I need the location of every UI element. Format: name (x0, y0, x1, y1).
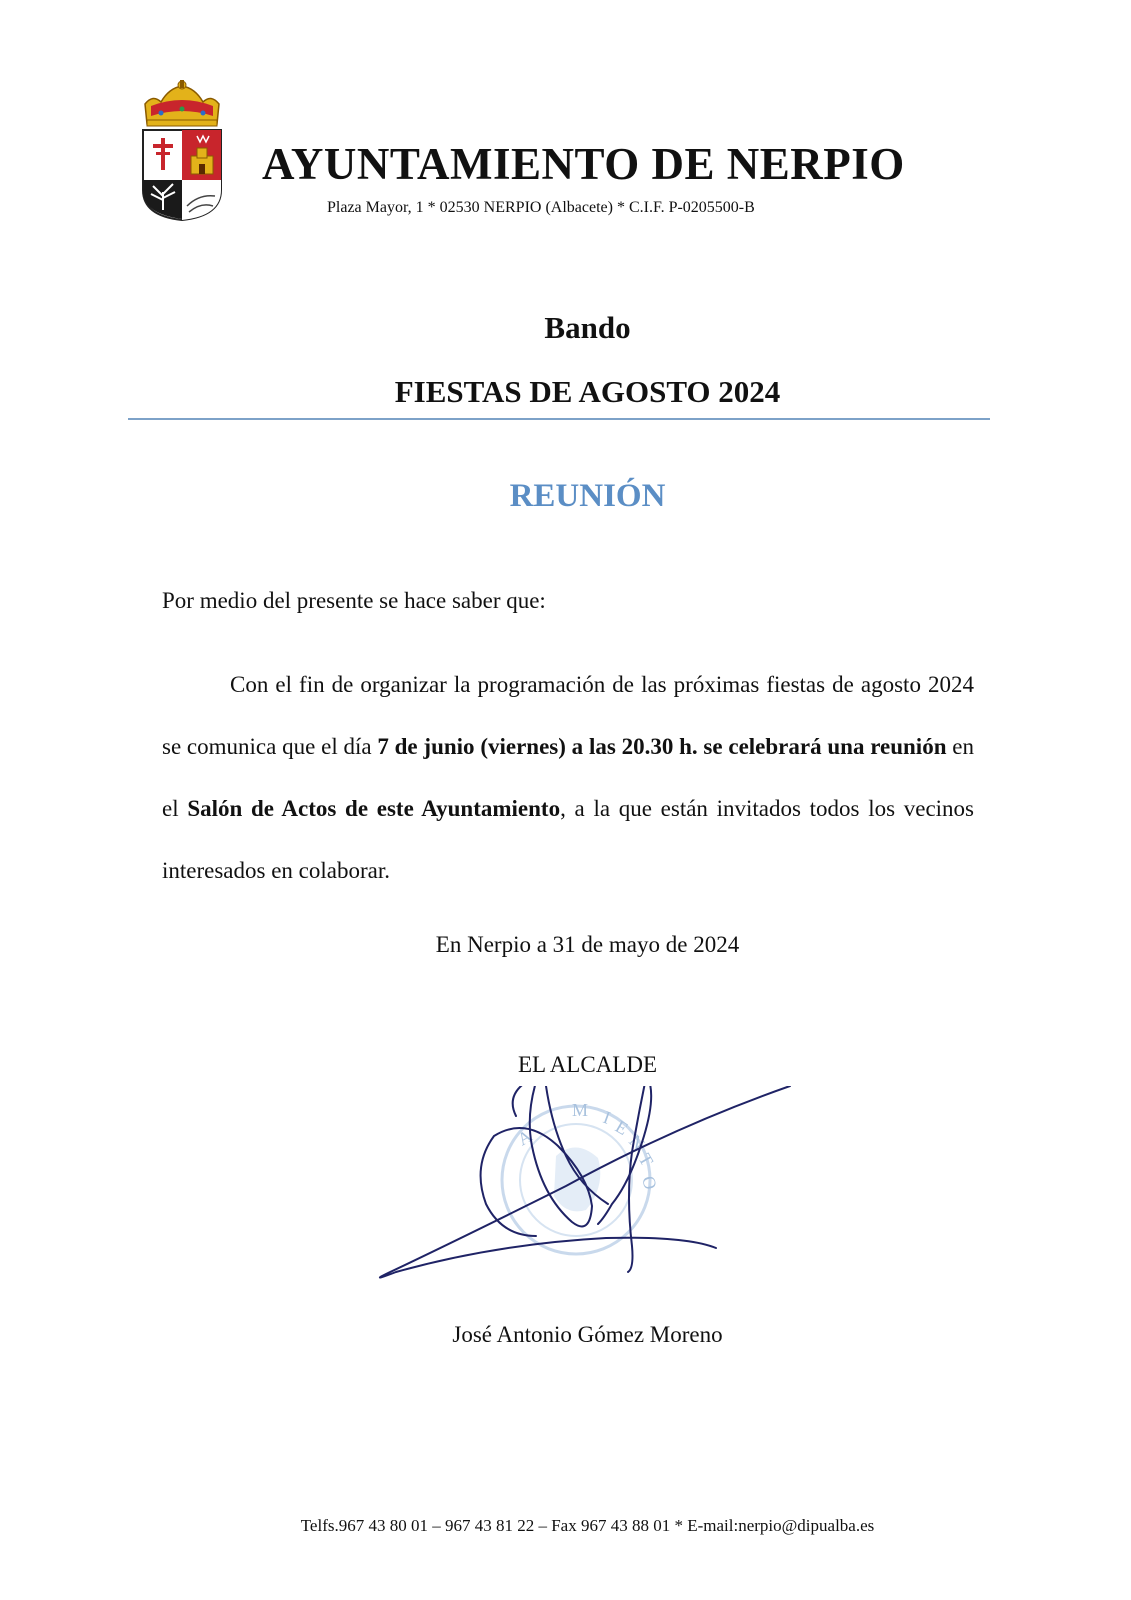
svg-text:M: M (572, 1100, 589, 1120)
paragraph-text: en el (162, 734, 974, 821)
svg-text:I: I (600, 1106, 614, 1128)
svg-text:T: T (634, 1150, 658, 1170)
place-and-date: En Nerpio a 31 de mayo de 2024 (435, 932, 740, 957)
meeting-datetime: 7 de junio (viernes) a las 20.30 h. se celebrará una reunión (377, 734, 947, 759)
organization-address: Plaza Mayor, 1 * 02530 NERPIO (Albacete) * C.I.F. P-0205500-B (327, 199, 755, 216)
paragraph-text: , a la que están invitados todos los vecinos interesados en colaborar. (162, 796, 974, 883)
meeting-venue: Salón de Actos de este Ayuntamiento (187, 796, 561, 821)
signature-icon (376, 1086, 816, 1306)
intro-text: Por medio del presente se hace saber que: (162, 588, 546, 613)
svg-text:N: N (625, 1130, 649, 1155)
footer-contact: Telfs.967 43 80 01 – 967 43 81 22 – Fax 967 43 88 01 * E-mail:nerpio@dipualba.es (300, 1516, 875, 1535)
svg-text:A: A (514, 1125, 536, 1150)
announcement-paragraph (162, 654, 974, 902)
paragraph-text: Con el fin de organizar la programación de las próximas fiestas de agosto 2024 se comunica que el día (162, 672, 974, 759)
svg-text:E: E (612, 1116, 632, 1139)
signer-name: José Antonio Gómez Moreno (452, 1322, 723, 1347)
organization-name: AYUNTAMIENTO DE NERPIO (262, 139, 905, 189)
title-divider (128, 418, 990, 420)
svg-text:O: O (638, 1173, 661, 1192)
document-subject: REUNIÓN (509, 478, 666, 514)
document-type: Bando (544, 310, 631, 345)
coat-of-arms-icon (139, 80, 225, 222)
document-title: FIESTAS DE AGOSTO 2024 (394, 374, 781, 409)
signer-title: EL ALCALDE (517, 1052, 658, 1077)
